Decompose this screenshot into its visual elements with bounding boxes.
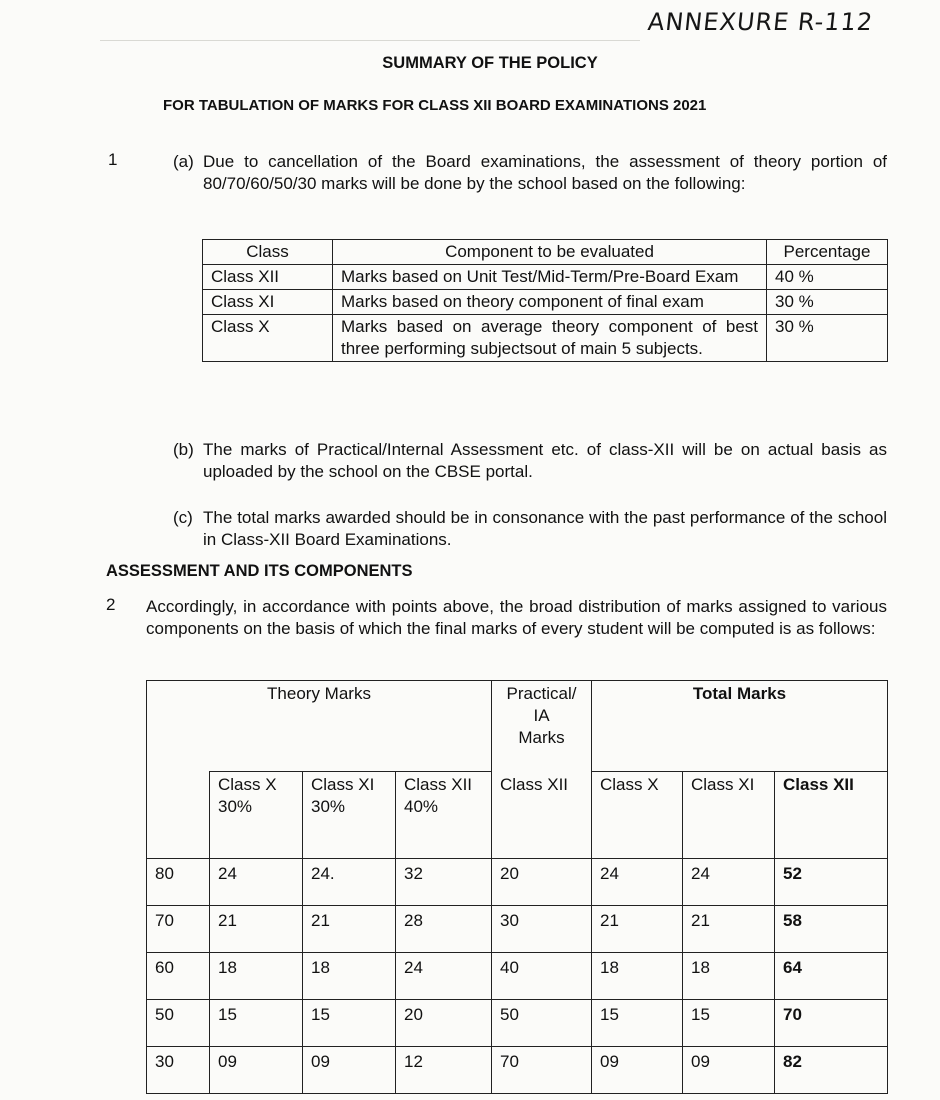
theory-pct-class-x: 30% xyxy=(218,797,253,816)
total-class-xii-cell: 58 xyxy=(775,906,888,953)
point-1a-paragraph xyxy=(173,151,887,195)
document-subtitle: FOR TABULATION OF MARKS FOR CLASS XII BOARD EXAMINATIONS 2021 xyxy=(163,97,707,114)
theory-class-xi-cell: 09 xyxy=(303,1047,396,1094)
total-class-xii-cell: 70 xyxy=(775,1000,888,1047)
total-class-xi-cell: 09 xyxy=(683,1047,775,1094)
row-class: Class XII xyxy=(203,265,333,290)
point-1-number: 1 xyxy=(108,150,118,169)
row-component: Marks based on average theory component of best three performing subjectsout of main 5 subjects. xyxy=(333,315,767,362)
header-class: Class xyxy=(203,240,333,265)
row-component: Marks based on theory component of final exam xyxy=(333,290,767,315)
point-1a-label: (a) xyxy=(173,152,194,171)
sub-header-practical-class-xii: Class XII xyxy=(492,772,592,859)
sub-header-cell xyxy=(210,772,303,859)
theory-class-xi-cell: 21 xyxy=(303,906,396,953)
total-class-xi-cell: 21 xyxy=(683,906,775,953)
theory-class-xi-cell: 15 xyxy=(303,1000,396,1047)
section-heading: ASSESSMENT AND ITS COMPONENTS xyxy=(106,562,413,580)
theory-class-x-cell: 15 xyxy=(210,1000,303,1047)
total-class-xii-cell: 64 xyxy=(775,953,888,1000)
table-row xyxy=(203,265,888,290)
total-marks-header: Total Marks xyxy=(592,681,888,772)
total-class-xi-cell: 18 xyxy=(683,953,775,1000)
theory-class-xii-cell: 12 xyxy=(396,1047,492,1094)
header-percentage: Percentage xyxy=(767,240,888,265)
theory-marks-header: Theory Marks xyxy=(147,681,492,772)
theory-class-xii-cell: 32 xyxy=(396,859,492,906)
table-row xyxy=(147,953,888,1000)
point-1b-paragraph xyxy=(173,439,887,483)
row-percentage: 30 % xyxy=(767,290,888,315)
table-row xyxy=(147,1000,888,1047)
max-marks-cell: 30 xyxy=(147,1047,210,1094)
theory-class-xii-cell: 28 xyxy=(396,906,492,953)
practical-header-line-3: Marks xyxy=(518,728,565,747)
theory-class-xi-cell: 24. xyxy=(303,859,396,906)
theory-class-x-cell: 21 xyxy=(210,906,303,953)
total-class-xii-cell: 52 xyxy=(775,859,888,906)
theory-class-x-cell: 09 xyxy=(210,1047,303,1094)
practical-class-xii-cell: 50 xyxy=(492,1000,592,1047)
sub-header-class-xii: Class XII xyxy=(404,775,473,794)
sub-header-cell xyxy=(396,772,492,859)
sub-header-total-class-xii: Class XII xyxy=(775,772,888,859)
theory-class-x-cell: 18 xyxy=(210,953,303,1000)
total-class-x-cell: 21 xyxy=(592,906,683,953)
theory-class-xii-cell: 24 xyxy=(396,953,492,1000)
theory-pct-class-xii: 40% xyxy=(404,797,439,816)
point-2-number: 2 xyxy=(106,595,116,614)
practical-marks-header xyxy=(492,681,592,772)
point-1b-label: (b) xyxy=(173,440,194,459)
theory-class-xii-cell: 20 xyxy=(396,1000,492,1047)
header-rule xyxy=(100,40,640,41)
max-marks-cell: 70 xyxy=(147,906,210,953)
total-class-xii-cell: 82 xyxy=(775,1047,888,1094)
annexure-handwritten-label: ANNEXURE R-112 xyxy=(646,8,875,36)
group-header-row xyxy=(147,681,888,772)
practical-class-xii-cell: 40 xyxy=(492,953,592,1000)
max-marks-cell: 50 xyxy=(147,1000,210,1047)
total-class-x-cell: 15 xyxy=(592,1000,683,1047)
table-header-row xyxy=(203,240,888,265)
table-row xyxy=(147,1047,888,1094)
sub-header-total-class-xi: Class XI xyxy=(683,772,775,859)
point-1c-label: (c) xyxy=(173,508,193,527)
row-percentage: 30 % xyxy=(767,315,888,362)
total-class-xi-cell: 15 xyxy=(683,1000,775,1047)
point-1a-text: Due to cancellation of the Board examinations, the assessment of theory portion of 80/70/60/50/30 marks will be done by the school based on the following: xyxy=(203,152,887,193)
row-component: Marks based on Unit Test/Mid-Term/Pre-Board Exam xyxy=(333,265,767,290)
point-2-paragraph: Accordingly, in accordance with points above, the broad distribution of marks assigned to various components on the basis of which the final marks of every student will be computed is as follows: xyxy=(146,597,887,638)
row-class: Class XI xyxy=(203,290,333,315)
point-1c-paragraph xyxy=(173,507,887,551)
theory-class-x-cell: 24 xyxy=(210,859,303,906)
sub-header-row xyxy=(147,772,888,859)
total-class-x-cell: 24 xyxy=(592,859,683,906)
theory-pct-class-xi: 30% xyxy=(311,797,346,816)
document-title: SUMMARY OF THE POLICY xyxy=(382,54,598,72)
sub-header-cell xyxy=(303,772,396,859)
sub-header-class-xi: Class XI xyxy=(311,775,375,794)
evaluation-components-table xyxy=(202,239,888,362)
practical-class-xii-cell: 20 xyxy=(492,859,592,906)
table-row xyxy=(147,906,888,953)
sub-header-class-x: Class X xyxy=(218,775,277,794)
table-row xyxy=(203,290,888,315)
marks-distribution-table xyxy=(146,680,888,1094)
total-class-x-cell: 09 xyxy=(592,1047,683,1094)
sub-header-total-class-x: Class X xyxy=(592,772,683,859)
table-row xyxy=(203,315,888,362)
point-1b-text: The marks of Practical/Internal Assessment etc. of class-XII will be on actual basis as uploaded by the school on the CBSE portal. xyxy=(203,440,887,481)
total-class-x-cell: 18 xyxy=(592,953,683,1000)
blank-cell xyxy=(147,772,210,859)
row-class: Class X xyxy=(203,315,333,362)
max-marks-cell: 60 xyxy=(147,953,210,1000)
practical-header-line-1: Practical/ xyxy=(506,684,577,703)
row-percentage: 40 % xyxy=(767,265,888,290)
table-row xyxy=(147,859,888,906)
practical-class-xii-cell: 30 xyxy=(492,906,592,953)
total-class-xi-cell: 24 xyxy=(683,859,775,906)
header-component: Component to be evaluated xyxy=(333,240,767,265)
theory-class-xi-cell: 18 xyxy=(303,953,396,1000)
practical-class-xii-cell: 70 xyxy=(492,1047,592,1094)
max-marks-cell: 80 xyxy=(147,859,210,906)
point-1c-text: The total marks awarded should be in consonance with the past performance of the school in Class-XII Board Examinations. xyxy=(203,508,887,549)
practical-header-line-2: IA xyxy=(533,706,550,725)
